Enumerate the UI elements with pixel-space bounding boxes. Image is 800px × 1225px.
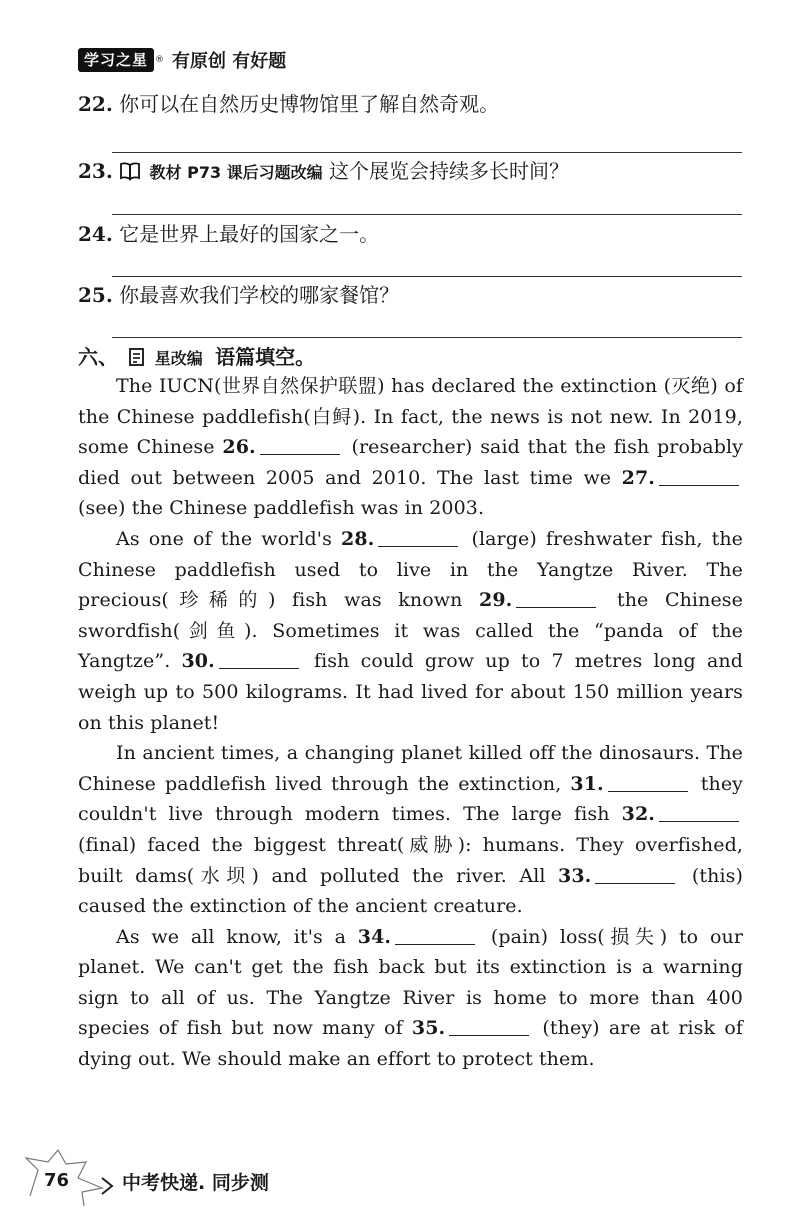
passage-text: The IUCN(世界自然保护联盟) has declared the extinction (灭绝) of the Chinese paddlefish(白鲟). In fact, the news is not new. In 2019, some Chinese [78, 375, 743, 459]
textbook-icon [119, 160, 141, 188]
question-24 [78, 220, 379, 248]
question-text: 你最喜欢我们学校的哪家餐馆？ [119, 283, 400, 307]
passage-text: As we all know, it's a [116, 925, 358, 948]
question-number: 22. [78, 92, 113, 116]
passage-text: they couldn't live through modern times. The large fish [78, 772, 743, 826]
passage-text: the Chinese swordfish(剑鱼). Sometimes it was called the “panda of the Yangtze”. [78, 589, 743, 673]
blank-31[interactable] [608, 773, 688, 792]
section-tag: 星改编 [154, 349, 203, 368]
question-number: 23. [78, 159, 113, 183]
section-title: 语篇填空。 [215, 345, 316, 369]
answer-line-24[interactable] [112, 276, 742, 277]
question-text: 这个展览会持续多长时间？ [329, 159, 570, 183]
paragraph-1 [78, 371, 743, 524]
cloze-passage [78, 371, 743, 1075]
answer-line-23[interactable] [112, 214, 742, 215]
passage-text: (pain) loss(损失) to our planet. We can't get the fish back but its extinction is a warning sign to all of us. The Yangtze River is home to more than 400 species of fish but now many of [78, 925, 744, 1040]
passage-text: (large) freshwater fish, the Chinese paddlefish used to live in the Yangtze River. The precious(珍稀的) fish was known [78, 527, 744, 612]
passage-text: fish could grow up to 7 metres long and weigh up to 500 kilograms. It had lived for about 150 million years on this planet! [78, 650, 743, 734]
question-23 [78, 157, 569, 188]
answer-line-25[interactable] [112, 337, 742, 338]
passage-text: (they) are at risk of dying out. We should make an effort to protect them. [78, 1017, 743, 1071]
question-22 [78, 90, 499, 118]
passage-text: (see) the Chinese paddlefish was in 2003. [78, 497, 485, 520]
blank-28[interactable] [378, 528, 458, 547]
page-footer [22, 1148, 322, 1208]
brand-logo: 学习之星 [78, 48, 154, 72]
blank-33[interactable] [595, 865, 675, 884]
blank-number: 30. [181, 650, 215, 673]
question-text: 它是世界上最好的国家之一。 [119, 222, 380, 246]
blank-number: 29. [479, 589, 513, 612]
passage-text: (this) caused the extinction of the ancient creature. [78, 864, 743, 918]
answer-line-22[interactable] [112, 152, 742, 153]
passage-text: As one of the world's [116, 527, 342, 550]
blank-34[interactable] [395, 926, 475, 945]
section-number: 六、 [78, 345, 118, 369]
blank-32[interactable] [659, 803, 739, 822]
page-header [78, 46, 286, 74]
blank-number: 34. [357, 925, 392, 948]
blank-number: 33. [558, 864, 592, 887]
paragraph-4 [78, 922, 743, 1075]
blank-26[interactable] [260, 436, 340, 455]
passage-text: (final) faced the biggest threat(威胁): humans. They overfished, built dams(水坝) and polluted the river. All [78, 833, 743, 887]
question-number: 24. [78, 222, 113, 246]
page-number: 76 [44, 1170, 70, 1191]
blank-number: 26. [222, 436, 256, 459]
passage-text: In ancient times, a changing planet killed off the dinosaurs. The Chinese paddlefish lived through the extinction, [78, 742, 743, 795]
question-25 [78, 281, 399, 309]
star-outline-icon [22, 1148, 132, 1208]
blank-number: 28. [341, 527, 375, 550]
question-tag: 教材 P73 课后习题改编 [149, 163, 323, 182]
paragraph-2 [78, 524, 743, 738]
blank-number: 32. [621, 803, 655, 826]
registered-mark: ® [155, 55, 165, 65]
footer-title: 中考快递. 同步测 [122, 1172, 269, 1194]
blank-30[interactable] [219, 650, 299, 669]
paragraph-3 [78, 738, 743, 922]
passage-text: (researcher) said that the fish probably died out between 2005 and 2010. The last time we [78, 436, 743, 489]
blank-27[interactable] [659, 467, 739, 486]
blank-29[interactable] [516, 589, 596, 608]
blank-35[interactable] [449, 1017, 529, 1036]
blank-number: 31. [570, 772, 604, 795]
question-text: 你可以在自然历史博物馆里了解自然奇观。 [119, 92, 500, 116]
blank-number: 27. [621, 466, 655, 489]
header-slogan: 有原创 有好题 [172, 51, 287, 72]
section-heading [78, 343, 315, 374]
edit-note-icon [128, 346, 146, 374]
blank-number: 35. [411, 1017, 446, 1040]
question-number: 25. [78, 283, 113, 307]
